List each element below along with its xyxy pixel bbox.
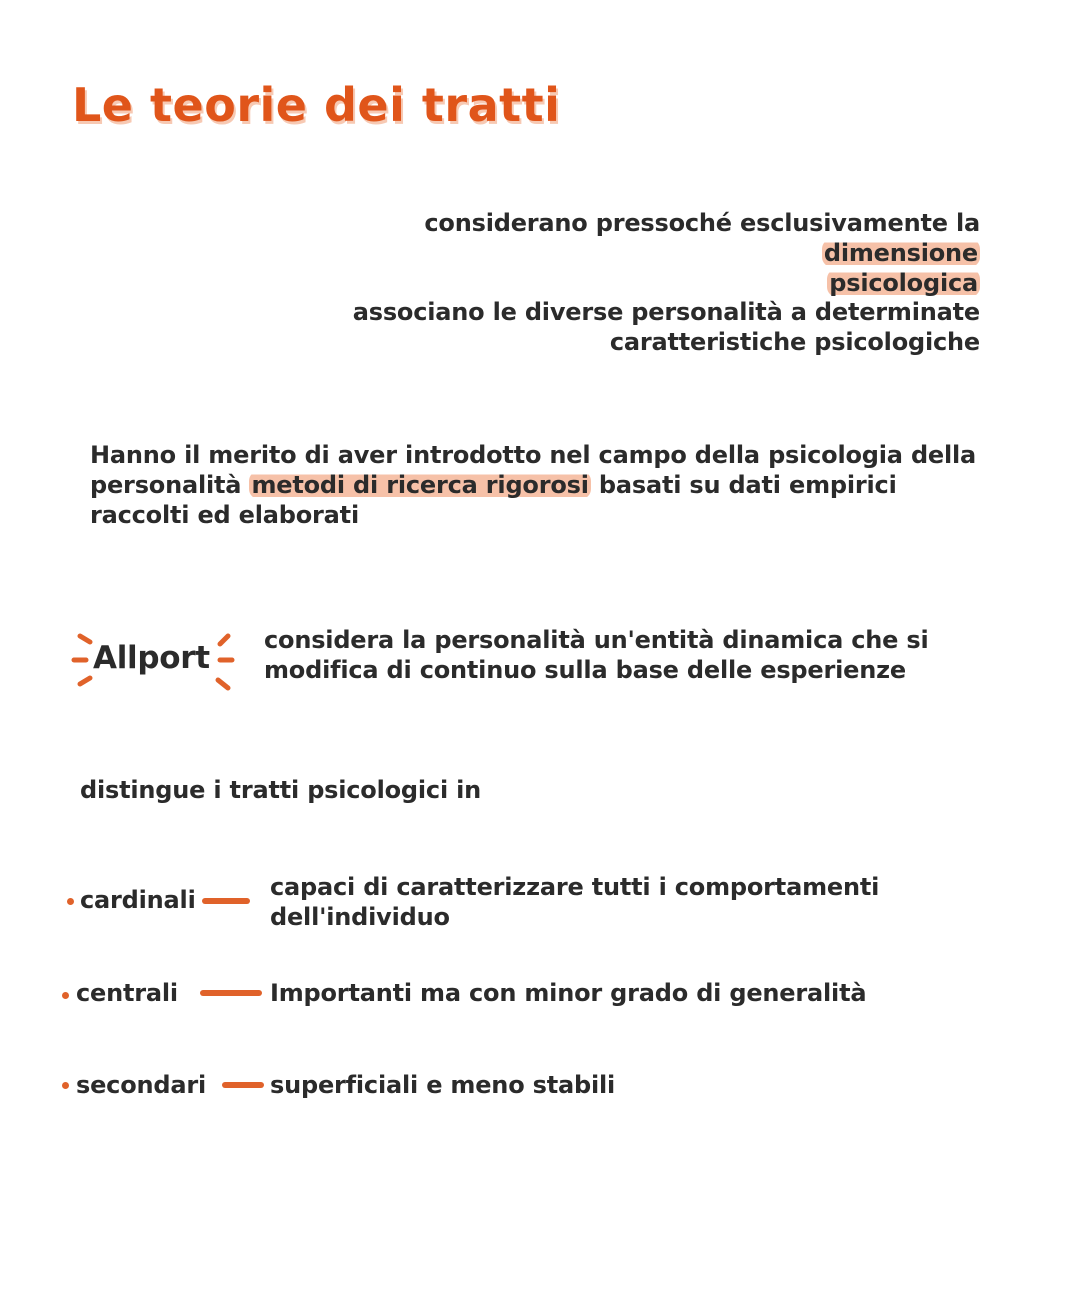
point-line-2: caratteristiche psicologiche xyxy=(609,328,980,356)
dash-connector xyxy=(202,898,250,904)
highlight-dimensione: dimensione xyxy=(823,239,978,267)
trait-name: cardinali xyxy=(80,886,196,914)
point-line-1: associano le diverse personalità a determinate xyxy=(352,298,980,326)
merit-paragraph xyxy=(90,440,990,530)
merit-text-after: basati su dati empirici raccolti ed elaborati xyxy=(90,471,897,529)
merit-text-before: Hanno il merito di aver introdotto nel campo della psicologia della personalità xyxy=(90,441,977,499)
bullet-dot xyxy=(67,898,74,905)
page-title: Le teorie dei tratti xyxy=(72,78,561,132)
highlight-metodi: metodi di ricerca rigorosi xyxy=(251,471,589,499)
trait-name: centrali xyxy=(76,979,178,1007)
trait-description: Importanti ma con minor grado di generalità xyxy=(270,979,867,1007)
allport-label: Allport xyxy=(93,640,210,676)
bullet-dot xyxy=(62,1082,69,1089)
dash-connector xyxy=(200,990,262,996)
trait-name: secondari xyxy=(76,1071,207,1099)
highlight-psicologica: psicologica xyxy=(829,269,978,297)
allport-description: considera la personalità un'entità dinamica che si modifica di continuo sulla base delle esperienze xyxy=(264,626,929,684)
dash-connector xyxy=(222,1082,264,1088)
allport-heading xyxy=(70,628,240,694)
bullet-dot xyxy=(62,992,69,999)
point-dimensione-psicologica xyxy=(260,208,980,298)
trait-description: superficiali e meno stabili xyxy=(270,1071,616,1099)
distingue-heading: distingue i tratti psicologici in xyxy=(80,776,482,804)
trait-description: capaci di caratterizzare tutti i comportamenti dell'individuo xyxy=(270,873,880,931)
point-text: considerano pressoché esclusivamente la xyxy=(424,209,980,237)
point-caratteristiche xyxy=(260,297,980,357)
